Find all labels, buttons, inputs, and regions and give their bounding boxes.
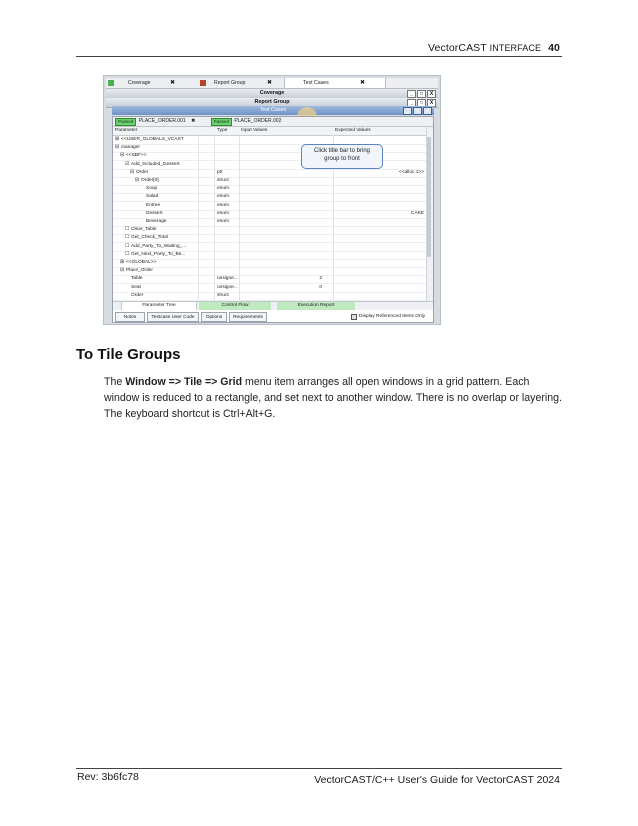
param-name: manager	[121, 145, 140, 151]
param-name: Seat	[131, 284, 141, 290]
section-paragraph	[104, 374, 566, 422]
window-controls	[406, 90, 436, 98]
close-icon[interactable]: ✖	[267, 80, 273, 86]
param-name: Order	[131, 292, 144, 298]
expected-value[interactable]: <<alloc 1>>	[398, 169, 424, 175]
tree-prefix: ⊟	[120, 268, 125, 274]
param-type: enum	[217, 186, 229, 192]
disabled-cell	[335, 193, 425, 201]
tree-prefix: ⊟	[115, 145, 120, 151]
tree-prefix: ☐	[125, 235, 130, 241]
callout-line-1: Click title bar to bring	[313, 148, 371, 154]
close-icon[interactable]: ✖	[191, 118, 196, 124]
param-name: Get_Next_Party_To_Be...	[131, 251, 186, 257]
column-divider	[214, 135, 215, 300]
subtab-place-order-001[interactable]: PLACE_ORDER.001	[138, 118, 186, 124]
report-tab-icon	[200, 80, 206, 86]
param-type: enum	[217, 210, 229, 216]
notes-button[interactable]: Notes	[115, 312, 145, 322]
subtab-place-order-002[interactable]: PLACE_ORDER.002	[234, 118, 282, 124]
param-name: Add_Party_To_Waiting_...	[131, 243, 187, 249]
minimize-button[interactable]: _	[407, 90, 416, 98]
col-input-values[interactable]: Input Values	[241, 128, 268, 133]
maximize-button[interactable]: □	[417, 90, 426, 98]
minimize-button[interactable]: _	[403, 107, 412, 115]
footer-rule	[76, 768, 562, 769]
coverage-tab-icon	[108, 80, 114, 86]
test-cases-bar-title: Test Cases	[259, 107, 287, 113]
tree-prefix: ⊞	[120, 260, 125, 265]
status-badge: Passed	[211, 118, 232, 126]
tree-prefix: ☑	[125, 161, 130, 167]
callout-line-2: group to front	[324, 155, 360, 162]
footer-revision: Rev: 3b6fc78	[77, 771, 139, 783]
param-name: Dessert	[146, 210, 163, 216]
param-name: Soup	[146, 186, 158, 192]
tab-coverage[interactable]: Coverage	[128, 80, 151, 86]
display-referenced-label: Display Referenced Items Only	[359, 314, 426, 319]
disabled-cell	[335, 202, 425, 210]
view-tabs	[113, 301, 433, 310]
column-header	[113, 127, 433, 136]
tree-prefix: ☐	[125, 251, 130, 257]
param-type: unsigne...	[217, 284, 238, 290]
param-name: Order	[136, 169, 149, 175]
status-badge: Passed	[115, 118, 136, 126]
tab-test-cases[interactable]: Test Cases	[284, 78, 386, 88]
param-name: Beverage	[146, 219, 167, 224]
param-name: Order[0]	[141, 178, 159, 183]
tree-prefix: ⊟	[135, 178, 140, 183]
param-type: struct	[217, 292, 229, 298]
options-button[interactable]: Options	[201, 312, 227, 322]
header-title-small: INTERFACE	[489, 43, 542, 53]
param-name: Table	[131, 276, 143, 282]
close-button[interactable]: X	[423, 107, 432, 115]
para-intro: The	[104, 376, 126, 388]
footer-guide-title: VectorCAST/C++ User's Guide for VectorCAST 2024	[314, 774, 560, 786]
minimize-button[interactable]: _	[407, 99, 416, 107]
scrollbar-thumb[interactable]	[427, 137, 431, 257]
page-number: 40	[548, 42, 560, 54]
column-divider	[239, 135, 240, 300]
column-divider	[198, 135, 199, 300]
report-group-bar-title: Report Group	[254, 99, 290, 105]
test-case-editor	[112, 116, 434, 323]
param-type: enum	[217, 194, 229, 200]
close-button[interactable]: X	[427, 99, 436, 107]
test-cases-title-bar[interactable]	[112, 106, 434, 115]
param-type: struct	[217, 178, 229, 183]
param-name: <<USER_GLOBALS_VCAST	[121, 137, 184, 142]
param-name: Get_Check_Total	[131, 235, 168, 241]
input-value[interactable]: 2	[319, 276, 322, 282]
input-value[interactable]: 0	[319, 284, 322, 290]
param-type: unsigne...	[217, 276, 238, 282]
param-name: Add_Included_Dessert	[131, 161, 180, 167]
screenshot-figure	[103, 75, 441, 325]
disabled-cell	[335, 185, 425, 193]
expected-value[interactable]: CAKE	[410, 210, 424, 216]
param-name: Salad	[146, 194, 159, 200]
tree-prefix: ⊟	[120, 153, 125, 159]
table-row[interactable]	[113, 292, 426, 301]
param-type: enum	[217, 219, 229, 224]
close-icon[interactable]: ✖	[360, 80, 366, 86]
col-type[interactable]: Type	[217, 128, 228, 133]
tree-prefix: ☐	[125, 227, 130, 233]
header-rule	[76, 56, 562, 57]
param-name: Place_Order	[126, 268, 153, 274]
running-header	[428, 42, 560, 54]
tab-control-flow[interactable]: Control Flow	[199, 302, 271, 310]
disabled-cell	[335, 177, 425, 185]
requirements-button[interactable]: Requirements	[229, 312, 267, 322]
header-title-main: VectorCAST	[428, 42, 487, 54]
section-heading: To Tile Groups	[76, 346, 181, 363]
tab-parameter-tree[interactable]: Parameter Tree	[121, 302, 197, 310]
display-referenced-checkbox[interactable]	[351, 314, 357, 320]
testcase-subtabs	[113, 117, 433, 127]
col-parameter[interactable]: Parameter	[115, 128, 138, 133]
param-type: enum	[217, 202, 229, 208]
close-button[interactable]: X	[427, 90, 436, 98]
param-name: <<GLOBAL>>	[126, 260, 157, 265]
maximize-button[interactable]: □	[413, 107, 422, 115]
menu-path: Window => Tile => Grid	[125, 376, 243, 388]
window-controls	[402, 107, 432, 115]
disabled-cell	[335, 218, 425, 226]
param-name: Clear_Table	[131, 227, 157, 233]
tree-prefix: ☐	[125, 243, 130, 249]
callout-tooltip	[301, 144, 383, 169]
param-type: ptr	[217, 169, 223, 175]
col-expected-values[interactable]: Expected Values	[335, 128, 371, 133]
tab-execution-report[interactable]: Execution Report	[277, 302, 355, 310]
maximize-button[interactable]: □	[417, 99, 426, 107]
bottom-toolbar	[113, 311, 433, 322]
tree-prefix: ⊞	[115, 137, 120, 142]
workspace-tab-bar	[106, 78, 438, 89]
testcase-user-code-button[interactable]: Testcase User Code	[147, 312, 199, 322]
tab-report-group[interactable]: Report Group	[214, 80, 246, 86]
coverage-bar-title: Coverage	[259, 90, 285, 96]
param-name: Entree	[146, 202, 161, 208]
param-name: <<SBF>>	[126, 153, 147, 159]
tree-prefix: ⊟	[130, 169, 135, 175]
close-icon[interactable]: ✖	[170, 80, 176, 86]
para-body: menu item arranges all open windows in a grid pattern. Each window is reduced to a rectangle, and set next to another window. There is no overlap or layering. The keyboard shortcut is Ctrl+Alt+G.	[104, 376, 562, 420]
